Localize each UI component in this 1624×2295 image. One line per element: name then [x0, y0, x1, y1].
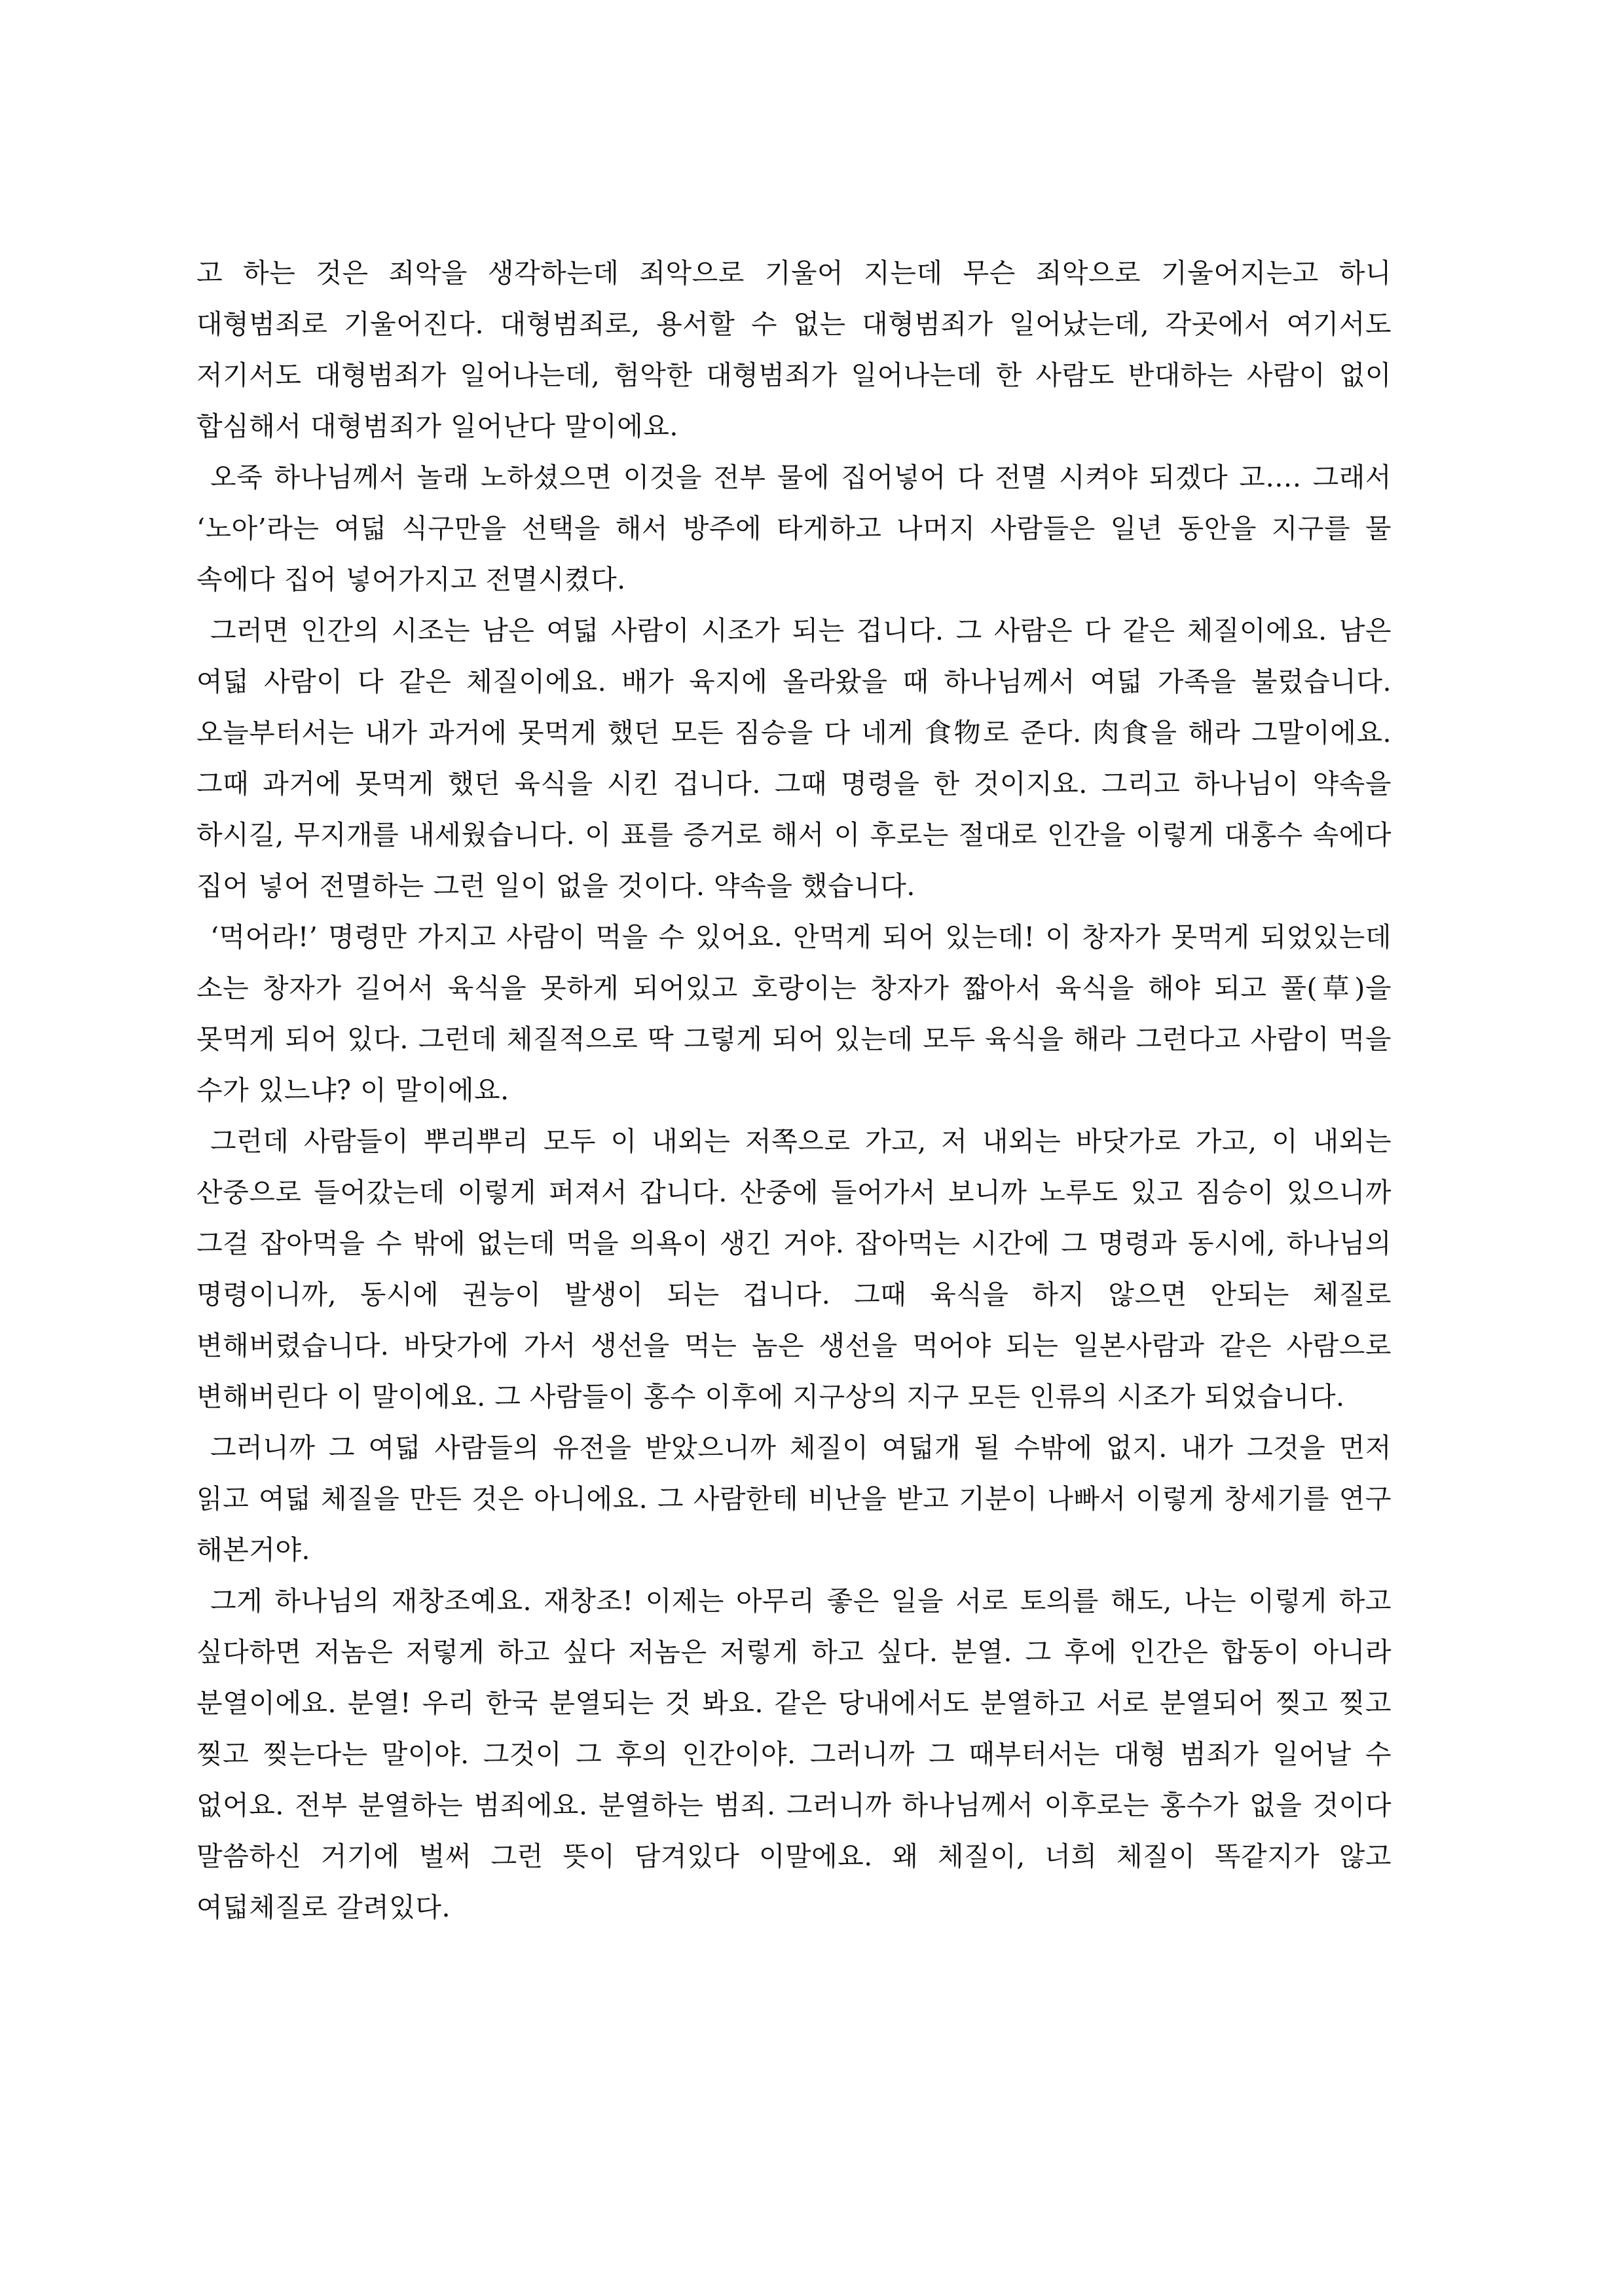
- paragraph-5: 그런데 사람들이 뿌리뿌리 모두 이 내외는 저쪽으로 가고, 저 내외는 바닷가로 가고, 이 내외는 산중으로 들어갔는데 이렇게 퍼져서 갑니다. 산중에 들어가서 보니까 노루도 있고 짐승이 있으니까 그걸 잡아먹을 수 밖에 없는데 먹을 의욕이 생긴 거야. 잡아먹는 시간에 그 명령과 동시에, 하나님의 명령이니까, 동시에 권능이 발생이 되는 겁니다. 그때 육식을 하지 않으면 안되는 체질로 변해버렸습니다. 바닷가에 가서 생선을 먹는 놈은 생선을 먹어야 되는 일본사람과 같은 사람으로 변해버린다 이 말이에요. 그 사람들이 홍수 이후에 지구상의 지구 모든 인류의 시조가 되었습니다.: [196, 1126, 1392, 1412]
- paragraph-6: 그러니까 그 여덟 사람들의 유전을 받았으니까 체질이 여덟개 될 수밖에 없지. 내가 그것을 먼저 읽고 여덟 체질을 만든 것은 아니에요. 그 사람한테 비난을 받고 기분이 나빠서 이렇게 창세기를 연구 해본거야.: [196, 1432, 1392, 1566]
- paragraph-1: 고 하는 것은 죄악을 생각하는데 죄악으로 기울어 지는데 무슨 죄악으로 기울어지는고 하니 대형범죄로 기울어진다. 대형범죄로, 용서할 수 없는 대형범죄가 일어났는데, 각곳에서 여기서도 저기서도 대형범죄가 일어나는데, 험악한 대형범죄가 일어나는데 한 사람도 반대하는 사람이 없이 합심해서 대형범죄가 일어난다 말이에요.: [196, 257, 1392, 442]
- paragraph-7: 그게 하나님의 재창조예요. 재창조! 이제는 아무리 좋은 일을 서로 토의를 해도, 나는 이렇게 하고 싶다하면 저놈은 저렇게 하고 싶다 저놈은 저렇게 하고 싶다. 분열. 그 후에 인간은 합동이 아니라 분열이에요. 분열! 우리 한국 분열되는 것 봐요. 같은 당내에서도 분열하고 서로 분열되어 찢고 찢고 찢고 찢는다는 말이야. 그것이 그 후의 인간이야. 그러니까 그 때부터서는 대형 범죄가 일어날 수 없어요. 전부 분열하는 범죄에요. 분열하는 범죄. 그러니까 하나님께서 이후로는 홍수가 없을 것이다 말씀하신 거기에 벌써 그런 뜻이 담겨있다 이말에요. 왜 체질이, 너희 체질이 똑같지가 않고 여덟체질로 갈려있다.: [196, 1585, 1392, 1923]
- paragraph-3: 그러면 인간의 시조는 남은 여덟 사람이 시조가 되는 겁니다. 그 사람은 다 같은 체질이에요. 남은 여덟 사람이 다 같은 체질이에요. 배가 육지에 올라왔을 때 하나님께서 여덟 가족을 불렀습니다. 오늘부터서는 내가 과거에 못먹게 했던 모든 짐승을 다 네게 食物로 준다. 肉食을 해라 그말이에요. 그때 과거에 못먹게 했던 육식을 시킨 겁니다. 그때 명령을 한 것이지요. 그리고 하나님이 약속을 하시길, 무지개를 내세웠습니다. 이 표를 증거로 해서 이 후로는 절대로 인간을 이렇게 대홍수 속에다 집어 넣어 전멸하는 그런 일이 없을 것이다. 약속을 했습니다.: [196, 615, 1392, 902]
- paragraph-2: 오죽 하나님께서 놀래 노하셨으면 이것을 전부 물에 집어넣어 다 전멸 시켜야 되겠다 고…. 그래서 ‘노아’라는 여덟 식구만을 선택을 해서 방주에 타게하고 나머지 사람들은 일년 동안을 지구를 물 속에다 집어 넣어가지고 전멸시켰다.: [196, 462, 1392, 595]
- document-body: [196, 248, 1392, 1933]
- paragraph-4: ‘먹어라!’ 명령만 가지고 사람이 먹을 수 있어요. 안먹게 되어 있는데! 이 창자가 못먹게 되었있는데 소는 창자가 길어서 육식을 못하게 되어있고 호랑이는 창자가 짧아서 육식을 해야 되고 풀(草)을 못먹게 되어 있다. 그런데 체질적으로 딱 그렇게 되어 있는데 모두 육식을 해라 그런다고 사람이 먹을 수가 있느냐? 이 말이에요.: [196, 921, 1392, 1106]
